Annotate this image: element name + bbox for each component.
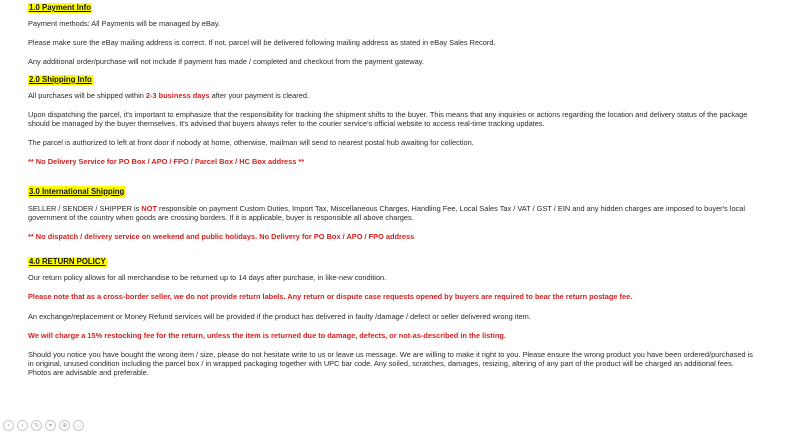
back-icon[interactable]: ‹ xyxy=(3,420,14,431)
refresh-icon[interactable]: ↻ xyxy=(31,420,42,431)
customs-after: responsible on payment Custom Duties, Import Tax, Miscellaneous Charges, Handling Fee, Local Sales Tax / VAT / GST / EIN and any hidden charges are imposed to buyer's local government of the country when goods are crossing borders. If it is applicable, buyer is responsible all above charges. xyxy=(28,203,746,222)
shipping-heading: 2.0 Shipping Info xyxy=(29,74,92,84)
payment-heading: 1.0 Payment Info xyxy=(29,3,91,12)
international-heading: 3.0 International Shipping xyxy=(29,186,125,196)
customs-not-highlight: NOT xyxy=(141,203,157,213)
shipping-time-before: All purchases will be shipped within xyxy=(28,90,146,100)
viewer-toolbar xyxy=(3,420,84,431)
po-box-warning: ** No Delivery Service for PO Box / APO / FPO / Parcel Box / HC Box address ** xyxy=(28,157,305,167)
shipping-time-highlight: 2-3 business days xyxy=(145,90,210,100)
policy-document xyxy=(28,3,756,378)
zoom-icon[interactable]: ⊕ xyxy=(59,420,70,431)
exchange-refund-text: An exchange/replacement or Money Refund services will be provided if the product has delivered in faulty /damage / defect or seller delivered wrong item. xyxy=(28,311,531,321)
payment-section xyxy=(28,3,756,67)
payment-methods-text: Payment methods: All Payments will be managed by eBay. xyxy=(28,19,221,28)
link-icon[interactable]: ⚭ xyxy=(45,420,56,431)
more-icon[interactable]: … xyxy=(73,420,84,431)
shipping-section xyxy=(28,75,756,167)
international-section xyxy=(28,186,756,242)
restocking-fee-warning: We will charge a 15% restocking fee for the return, unless the item is returned due to damage, defects, or not-as-described in the listing. xyxy=(28,330,506,340)
forward-icon[interactable]: › xyxy=(17,420,28,431)
return-section xyxy=(28,257,756,377)
mailing-address-text: Please make sure the eBay mailing address is correct. If not, parcel will be delivered following mailing address as stated in eBay Sales Record. xyxy=(28,38,496,48)
customs-duties-text xyxy=(28,204,756,222)
shipping-time-text xyxy=(28,91,756,100)
wrong-item-text: Should you notice you have bought the wrong item / size, please do not hesitate write to us or leave us message. We are willing to make it right to you. Please ensure the wrong product you have been ordered/purchased is in original, unused condition including the parcel box / in wrapped packaging together with UPC bar code. Any soiled, scratches, damages, resizing, altering of any part of the product will be charged an additional fees. Photos are advisable and preferable. xyxy=(28,350,753,378)
tracking-responsibility-text: Upon dispatching the parcel, it's important to emphasize that the responsibility for tracking the shipment shifts to the buyer. This means that any inquiries or actions regarding the location and delivery status of the package should be managed by the buyer themselves. It's advised that buyers always refer to the courier service's official website to access real-time tracking updates. xyxy=(28,109,748,129)
return-heading: 4.0 RETURN POLICY xyxy=(29,257,106,267)
shipping-time-after: after your payment is cleared. xyxy=(209,90,310,100)
return-labels-warning: Please note that as a cross-border seller, we do not provide return labels. Any return or dispute case requests opened by buyers are required to bear the return postage fee. xyxy=(28,292,633,302)
return-window-text: Our return policy allows for all merchandise to be returned up to 14 days after purchase, in like-new condition. xyxy=(28,273,387,283)
additional-order-text: Any additional order/purchase will not include if payment has made / completed and checkout from the payment gateway. xyxy=(28,57,424,67)
parcel-authorization-text: The parcel is authorized to left at front door if nobody at home, otherwise, mailman will send to nearest postal hub awaiting for collection. xyxy=(28,138,474,148)
weekend-dispatch-warning: ** No dispatch / delivery service on weekend and public holidays. No Delivery for PO Box / APO / FPO address xyxy=(28,232,415,242)
customs-before: SELLER / SENDER / SHIPPER is xyxy=(28,203,142,213)
